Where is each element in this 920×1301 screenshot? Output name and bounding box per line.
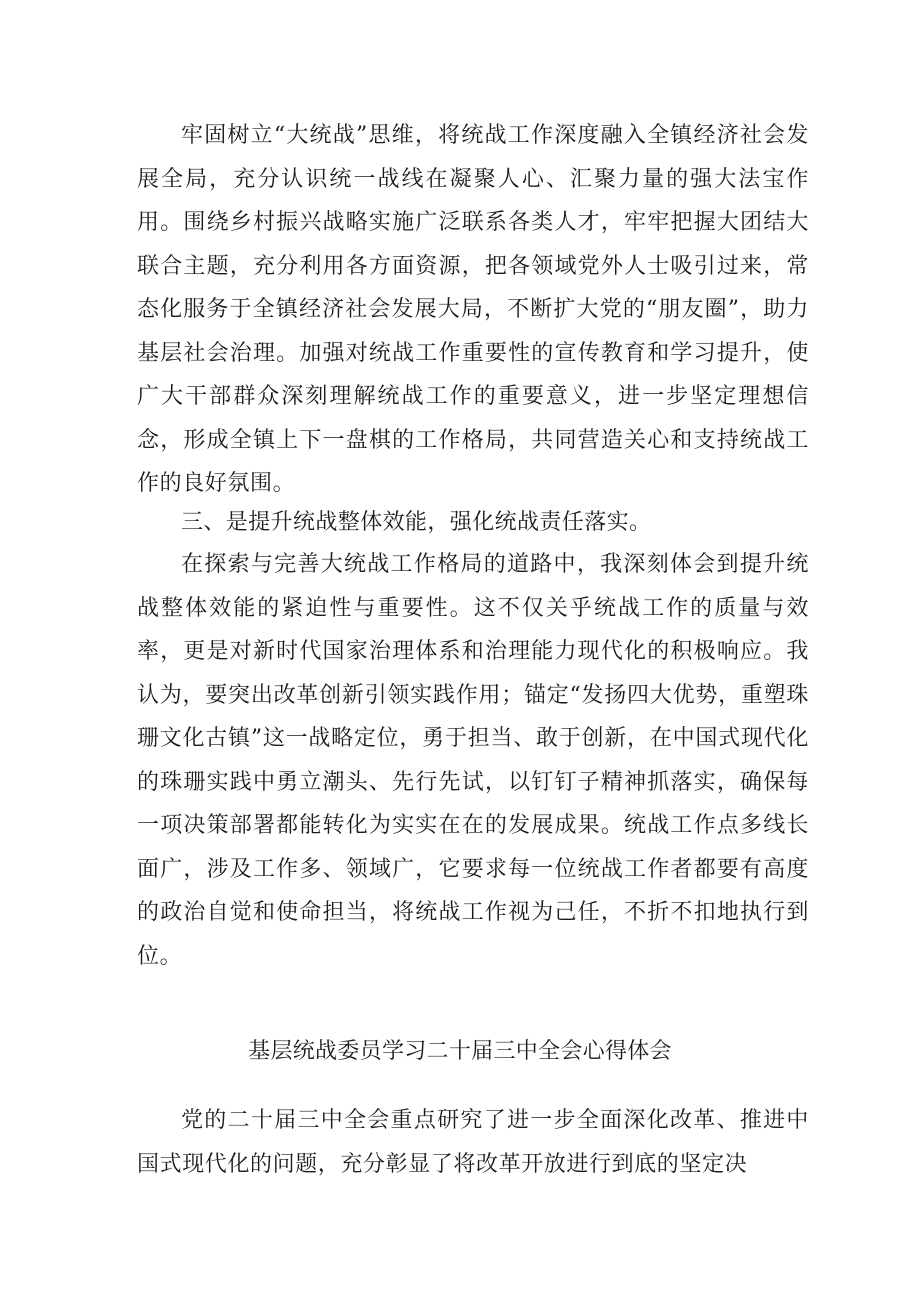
- paragraph-plenary-session: 党的二十届三中全会重点研究了进一步全面深化改革、推进中国式现代化的问题，充分彰显了将改革开放进行到底的坚定决: [137, 1108, 809, 1177]
- paragraph-efficiency: 在探索与完善大统战工作格局的道路中，我深刻体会到提升统战整体效能的紧迫性与重要性。这不仅关乎统战工作的质量与效率，更是对新时代国家治理体系和治理能力现代化的积极响应。我认为，要突出改革创新引领实践作用；锚定“发扬四大优势，重塑珠珊文化古镇”这一战略定位，勇于担当、敢于创新，在中国式现代化的珠珊实践中勇立潮头、先行先试，以钉钉子精神抓落实，确保每一项决策部署都能转化为实实在在的发展成果。统战工作点多线长面广，涉及工作多、领域广，它要求每一位统战工作者都要有高度的政治自觉和使命担当，将统战工作视为己任，不折不扣地执行到位。: [137, 552, 809, 969]
- article-title: 基层统战委员学习二十届三中全会心得体会: [248, 1039, 672, 1064]
- section-heading-three: 三、是提升统战整体效能，强化统战责任落实。: [181, 510, 652, 535]
- paragraph-united-front-thinking: 牢固树立“大统战”思维，将统战工作深度融入全镇经济社会发展全局，充分认识统一战线在凝聚人心、汇聚力量的强大法宝作用。围绕乡村振兴战略实施广泛联系各类人才，牢牢把握大团结大联合主题，充分利用各方面资源，把各领域党外人士吸引过来，常态化服务于全镇经济社会发展大局，不断扩大党的“朋友圈”，助力基层社会治理。加强对统战工作重要性的宣传教育和学习提升，使广大干部群众深刻理解统战工作的重要意义，进一步坚定理想信念，形成全镇上下一盘棋的工作格局，共同营造关心和支持统战工作的良好氛围。: [137, 123, 809, 496]
